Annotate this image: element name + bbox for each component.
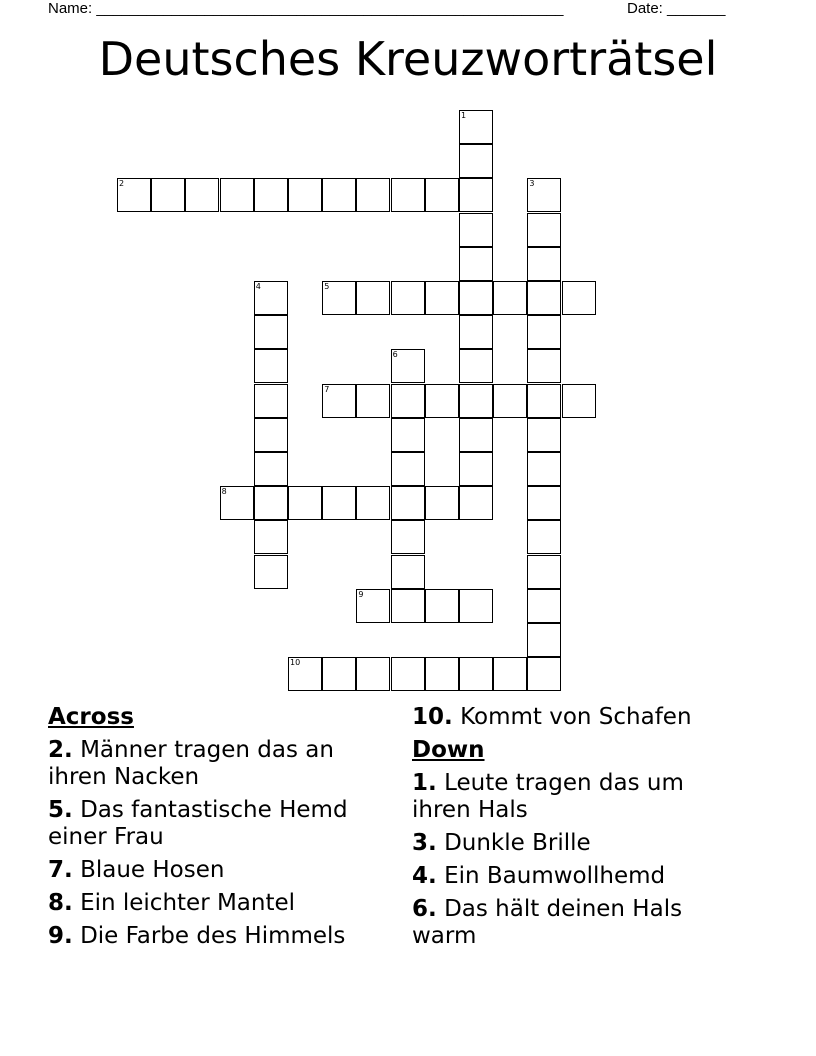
grid-cell[interactable]	[459, 384, 493, 418]
clue-text: Ein Baumwollhemd	[444, 863, 666, 889]
grid-cell[interactable]	[493, 281, 527, 315]
clue-down-4	[412, 863, 732, 890]
clue-number: 4.	[412, 863, 437, 889]
across-heading: Across	[48, 704, 134, 730]
cell-number: 10	[290, 658, 301, 668]
clue-down-6	[412, 896, 732, 950]
grid-cell[interactable]	[254, 349, 288, 383]
clue-across-5	[48, 797, 388, 851]
grid-cell[interactable]	[425, 486, 459, 520]
clue-number: 1.	[412, 770, 437, 796]
clue-across-9	[48, 923, 388, 950]
grid-cell[interactable]	[459, 486, 493, 520]
grid-cell[interactable]	[527, 384, 561, 418]
grid-cell[interactable]	[254, 418, 288, 452]
cell-number: 6	[392, 350, 398, 360]
grid-cell[interactable]	[527, 555, 561, 589]
cell-number: 2	[119, 179, 125, 189]
cell-number: 4	[255, 282, 261, 291]
clue-text: Kommt von Schafen	[460, 704, 692, 730]
grid-cell[interactable]	[322, 281, 356, 315]
name-field-label: Name: ________________________________________________________	[48, 0, 564, 17]
grid-cell[interactable]	[527, 178, 561, 212]
grid-cell[interactable]	[459, 418, 493, 452]
grid-cell[interactable]	[322, 486, 356, 520]
grid-cell[interactable]	[254, 555, 288, 589]
grid-cell[interactable]	[391, 349, 425, 383]
clue-number: 6.	[412, 896, 437, 922]
grid-cell[interactable]	[493, 657, 527, 691]
grid-cell[interactable]	[322, 384, 356, 418]
grid-cell[interactable]	[527, 247, 561, 281]
grid-cell[interactable]	[459, 213, 493, 247]
grid-cell[interactable]	[459, 281, 493, 315]
clue-across-8	[48, 890, 388, 917]
grid-cell[interactable]	[254, 520, 288, 554]
cell-number: 9	[358, 589, 364, 599]
grid-cell[interactable]	[425, 657, 459, 691]
grid-cell[interactable]	[322, 657, 356, 691]
grid-cell[interactable]	[391, 452, 425, 486]
grid-cell[interactable]	[356, 486, 390, 520]
grid-cell[interactable]	[356, 178, 390, 212]
clue-text: Dunkle Brille	[444, 830, 591, 856]
clue-across-10	[412, 704, 732, 731]
grid-cell[interactable]	[220, 178, 254, 212]
grid-cell[interactable]	[391, 555, 425, 589]
grid-cell[interactable]	[220, 486, 254, 520]
grid-cell[interactable]	[391, 384, 425, 418]
grid-cell[interactable]	[391, 589, 425, 623]
grid-cell[interactable]	[459, 110, 493, 144]
grid-cell[interactable]	[459, 349, 493, 383]
clue-text: Leute tragen das um ihren Hals	[412, 770, 684, 823]
clue-text: Männer tragen das an ihren Nacken	[48, 737, 334, 790]
grid-cell[interactable]	[527, 213, 561, 247]
clue-across-2	[48, 737, 388, 791]
clue-down-3	[412, 830, 732, 857]
grid-cell[interactable]	[562, 281, 596, 315]
grid-cell[interactable]	[391, 657, 425, 691]
grid-cell[interactable]	[527, 589, 561, 623]
grid-cell[interactable]	[151, 178, 185, 212]
grid-cell[interactable]	[391, 281, 425, 315]
grid-cell[interactable]	[527, 418, 561, 452]
clue-across-7	[48, 857, 388, 884]
grid-cell[interactable]	[254, 178, 288, 212]
clues-right-column	[412, 704, 732, 956]
grid-cell[interactable]	[425, 178, 459, 212]
grid-cell[interactable]	[459, 589, 493, 623]
clue-number: 3.	[412, 830, 437, 856]
grid-cell[interactable]	[425, 589, 459, 623]
grid-cell[interactable]	[493, 384, 527, 418]
grid-cell[interactable]	[356, 589, 390, 623]
grid-cell[interactable]	[391, 418, 425, 452]
grid-cell[interactable]	[322, 178, 356, 212]
grid-cell[interactable]	[391, 520, 425, 554]
grid-cell[interactable]	[254, 486, 288, 520]
cell-number: 5	[324, 282, 330, 291]
grid-cell[interactable]	[527, 349, 561, 383]
grid-cell[interactable]	[254, 281, 288, 315]
page-title: Deutsches Kreuzworträtsel	[98, 32, 718, 86]
grid-cell[interactable]	[356, 281, 390, 315]
clue-number: 9.	[48, 923, 73, 949]
grid-cell[interactable]	[356, 384, 390, 418]
grid-cell[interactable]	[527, 657, 561, 691]
grid-cell[interactable]	[288, 178, 322, 212]
grid-cell[interactable]	[527, 520, 561, 554]
grid-cell[interactable]	[459, 315, 493, 349]
grid-cell[interactable]	[527, 623, 561, 657]
grid-cell[interactable]	[459, 247, 493, 281]
grid-cell[interactable]	[254, 384, 288, 418]
clue-text: Das hält deinen Hals warm	[412, 896, 683, 949]
down-heading: Down	[412, 737, 485, 763]
clue-text: Ein leichter Mantel	[80, 890, 296, 916]
clue-number: 2.	[48, 737, 73, 763]
grid-cell[interactable]	[562, 384, 596, 418]
grid-cell[interactable]	[459, 657, 493, 691]
clue-text: Die Farbe des Himmels	[80, 923, 346, 949]
grid-cell[interactable]	[391, 486, 425, 520]
grid-cell[interactable]	[254, 315, 288, 349]
grid-cell[interactable]	[117, 178, 151, 212]
grid-cell[interactable]	[425, 384, 459, 418]
clue-down-1	[412, 770, 732, 824]
clue-text: Das fantastische Hemd einer Frau	[48, 797, 348, 850]
grid-cell[interactable]	[459, 452, 493, 486]
grid-cell[interactable]	[288, 486, 322, 520]
clue-number: 10.	[412, 704, 453, 730]
grid-cell[interactable]	[185, 178, 219, 212]
grid-cell[interactable]	[527, 315, 561, 349]
grid-cell[interactable]	[288, 657, 322, 691]
clue-number: 7.	[48, 857, 73, 883]
cell-number: 3	[529, 179, 535, 189]
clue-text: Blaue Hosen	[80, 857, 225, 883]
grid-cell[interactable]	[391, 178, 425, 212]
grid-cell[interactable]	[356, 657, 390, 691]
clues-left-column	[48, 704, 388, 956]
grid-cell[interactable]	[425, 281, 459, 315]
cell-number: 8	[221, 487, 227, 497]
date-field-label: Date: _______	[627, 0, 726, 17]
grid-cell[interactable]	[527, 452, 561, 486]
clue-number: 8.	[48, 890, 73, 916]
grid-cell[interactable]	[527, 281, 561, 315]
clue-number: 5.	[48, 797, 73, 823]
grid-cell[interactable]	[254, 452, 288, 486]
grid-cell[interactable]	[527, 486, 561, 520]
cell-number: 7	[324, 384, 330, 394]
grid-cell[interactable]	[459, 144, 493, 178]
cell-number: 1	[461, 111, 467, 120]
grid-cell[interactable]	[459, 178, 493, 212]
